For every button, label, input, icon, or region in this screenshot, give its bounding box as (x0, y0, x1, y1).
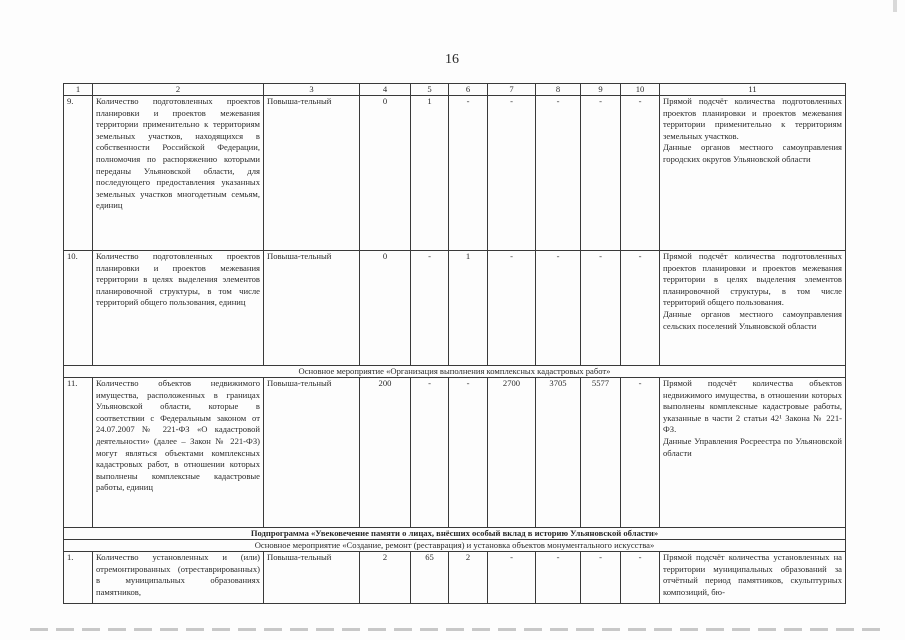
column-number-9: 9 (581, 84, 621, 96)
data-source (660, 251, 846, 366)
indicator-direction: Повыша-тельный (264, 552, 360, 604)
value-cell: - (488, 96, 536, 251)
indicators-table (63, 83, 846, 604)
source-origin: Данные Управления Росреестра по Ульяновской области (663, 435, 842, 458)
value-cell: - (621, 552, 660, 604)
row-number: 10. (64, 251, 93, 366)
subprogram-row (64, 528, 846, 540)
value-cell: 65 (411, 552, 449, 604)
value-cell: 5577 (581, 378, 621, 528)
column-number-7: 7 (488, 84, 536, 96)
column-number-1: 1 (64, 84, 93, 96)
scan-bottom-edge (30, 628, 880, 631)
value-cell: - (488, 251, 536, 366)
column-number-8: 8 (536, 84, 581, 96)
subprogram-title: Подпрограмма «Увековечение памяти о лицах, внёсших особый вклад в историю Ульяновской области» (64, 528, 846, 540)
table-row (64, 552, 846, 604)
data-source (660, 96, 846, 251)
value-cell: 2 (360, 552, 411, 604)
row-number: 1. (64, 552, 93, 604)
section-row (64, 366, 846, 378)
table-header-row (64, 84, 846, 96)
column-number-10: 10 (621, 84, 660, 96)
data-source: Прямой подсчёт количества установленных на территории муниципальных образований за отчётный период памятников, скульптурных композиций, бю- (660, 552, 846, 604)
value-cell: - (449, 96, 488, 251)
indicator-name: Количество объектов недвижимого имущества, расположенных в границах Ульяновской области, которые в соответствии с Федеральным законом от 24.07.2007 № 221-ФЗ «О кадастровой деятельности» (далее – Закон № 221-ФЗ) могут являться объектами комплексных кадастровых работ, в отношении которых выполнены комплексные кадастровые работы, единиц (93, 378, 264, 528)
value-cell: 200 (360, 378, 411, 528)
indicator-direction: Повыша-тельный (264, 96, 360, 251)
source-method: Прямой подсчёт количества подготовленных проектов планировки и проектов межевания территории в целях выделения элементов планировочной структуры, в том числе территорий общего пользования. (663, 251, 842, 308)
value-cell: - (581, 96, 621, 251)
column-number-2: 2 (93, 84, 264, 96)
source-origin: Данные органов местного самоуправления сельских поселений Ульяновской области (663, 308, 842, 331)
value-cell: 0 (360, 251, 411, 366)
column-number-4: 4 (360, 84, 411, 96)
indicator-name: Количество подготовленных проектов планировки и проектов межевания территории применительно к территориям земельных участков, находящихся в собственности Российской Федерации, полномочия по распоряжению которыми переданы Ульяновской области, для последующего предоставления указанных земельных участков многодетным семьям, единиц (93, 96, 264, 251)
value-cell: - (411, 378, 449, 528)
value-cell: 2 (449, 552, 488, 604)
value-cell: - (621, 251, 660, 366)
column-number-6: 6 (449, 84, 488, 96)
table-row (64, 96, 846, 251)
row-number: 11. (64, 378, 93, 528)
source-method: Прямой подсчёт количества подготовленных проектов планировки и проектов межевания территории применительно к территориям земельных участков. (663, 96, 842, 141)
value-cell: 0 (360, 96, 411, 251)
value-cell: - (621, 378, 660, 528)
value-cell: 1 (449, 251, 488, 366)
source-method: Прямой подсчёт количества объектов недвижимого имущества, в отношении которых выполнены комплексные кадастровые работы, указанные в части 2 статьи 42¹ Закона № 221-ФЗ. (663, 378, 842, 435)
indicator-direction: Повыша-тельный (264, 251, 360, 366)
value-cell: - (621, 96, 660, 251)
value-cell: - (411, 251, 449, 366)
value-cell: - (581, 251, 621, 366)
value-cell: - (488, 552, 536, 604)
value-cell: 3705 (536, 378, 581, 528)
value-cell: 1 (411, 96, 449, 251)
indicator-name: Количество установленных и (или) отремонтированных (отреставрированных) в муниципальных образованиях памятников, (93, 552, 264, 604)
data-source (660, 378, 846, 528)
page-number: 16 (445, 52, 459, 67)
source-origin: Данные органов местного самоуправления городских округов Ульяновской области (663, 142, 842, 164)
section-title: Основное мероприятие «Организация выполнения комплексных кадастровых работ» (64, 366, 846, 378)
table-row (64, 251, 846, 366)
value-cell: - (536, 251, 581, 366)
section-row (64, 540, 846, 552)
indicator-direction: Повыша-тельный (264, 378, 360, 528)
scan-edge-mark (893, 0, 897, 12)
row-number: 9. (64, 96, 93, 251)
table-row (64, 378, 846, 528)
value-cell: - (449, 378, 488, 528)
column-number-5: 5 (411, 84, 449, 96)
section-title: Основное мероприятие «Создание, ремонт (реставрация) и установка объектов монументального искусства» (64, 540, 846, 552)
indicator-name: Количество подготовленных проектов планировки и проектов межевания территории в целях выделения элементов планировочной структуры, в том числе территорий общего пользования, единиц (93, 251, 264, 366)
value-cell: - (536, 96, 581, 251)
value-cell: - (581, 552, 621, 604)
value-cell: - (536, 552, 581, 604)
value-cell: 2700 (488, 378, 536, 528)
column-number-3: 3 (264, 84, 360, 96)
column-number-11: 11 (660, 84, 846, 96)
